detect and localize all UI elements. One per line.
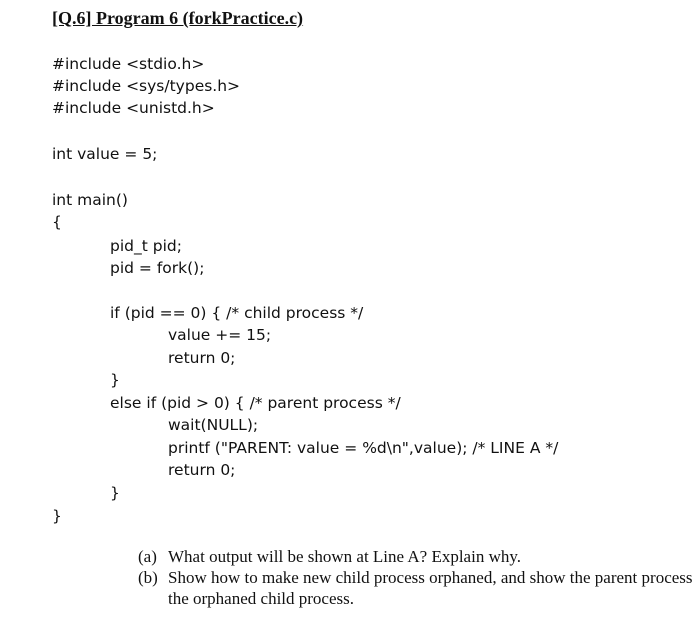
code-line-global-var: int value = 5; [52, 145, 158, 163]
code-line-close-else: } [110, 484, 120, 502]
code-line-close-if: } [110, 371, 120, 389]
question-b-text-continued: the orphaned child process. [168, 589, 354, 608]
code-line-else-parent: else if (pid > 0) { /* parent process */ [110, 394, 401, 412]
code-line-main-signature: int main() [52, 191, 128, 209]
code-line-value-increment: value += 15; [168, 326, 272, 344]
code-line-fork-call: pid = fork(); [110, 259, 205, 277]
question-b-label: (b) [138, 568, 158, 587]
code-line-open-brace: { [52, 213, 62, 231]
code-line-close-main: } [52, 507, 62, 525]
code-line-include-stdio: #include <stdio.h> [52, 55, 205, 73]
code-line-pid-decl: pid_t pid; [110, 237, 182, 255]
code-line-printf: printf ("PARENT: value = %d\n",value); /* LINE A */ [168, 439, 559, 457]
code-line-include-types: #include <sys/types.h> [52, 77, 241, 95]
code-line-return-child: return 0; [168, 349, 236, 367]
code-line-wait-call: wait(NULL); [168, 416, 259, 434]
question-title: [Q.6] Program 6 (forkPractice.c) [52, 8, 304, 28]
question-b-text: Show how to make new child process orphaned, and show the parent process [168, 568, 693, 587]
question-a [138, 546, 521, 567]
code-line-return-parent: return 0; [168, 461, 236, 479]
code-line-if-child: if (pid == 0) { /* child process */ [110, 304, 364, 322]
question-a-label: (a) [138, 547, 157, 566]
question-a-text: What output will be shown at Line A? Explain why. [168, 547, 521, 566]
question-b [138, 567, 693, 588]
code-line-include-unistd: #include <unistd.h> [52, 99, 215, 117]
